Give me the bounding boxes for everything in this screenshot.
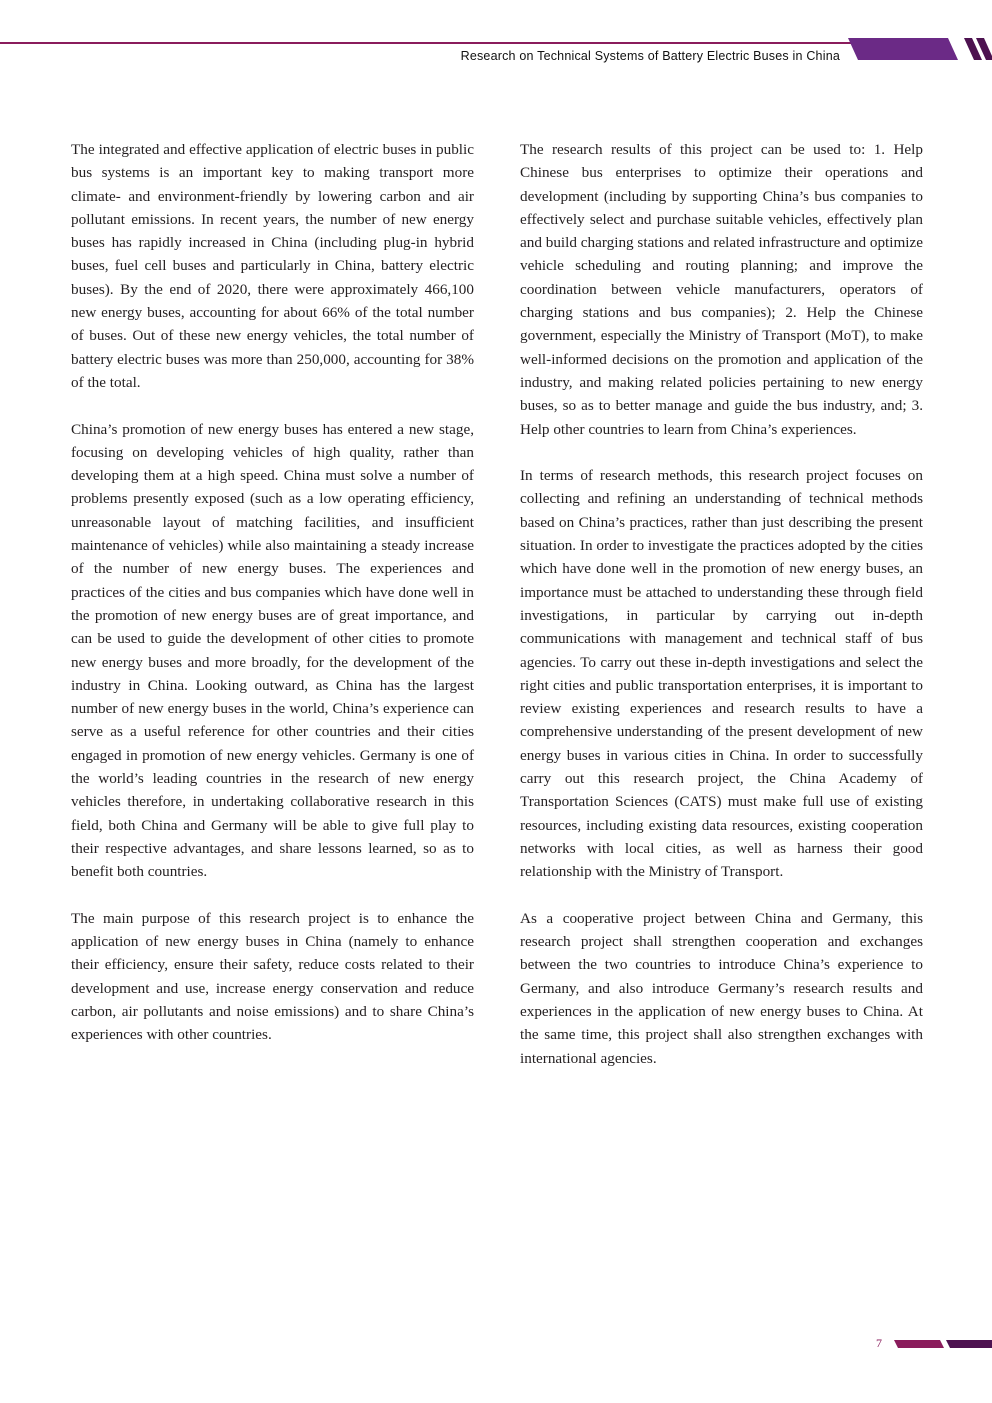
left-text-column [71, 138, 474, 1070]
left-paragraph-3: The main purpose of this research project is to enhance the application of new energy buses in China (namely to enhance their efficiency, ensure their safety, reduce costs related to their development and use, increase energy conservation and reduce carbon, air pollutants and noise emissions) and to share China’s experiences with other countries. [71, 909, 474, 1044]
header-stripes-decoration [840, 36, 992, 62]
header-stripe-long [848, 38, 958, 60]
left-paragraph-2: China’s promotion of new energy buses has entered a new stage, focusing on developing vehicles of high quality, rather than developing them at a high speed. China must solve a number of problems presently exposed (such as a low operating efficiency, unreasonable layout of matching facilities, and insufficient maintenance of vehicles) while also maintaining a steady increase of the number of new energy buses. The experiences and practices of the cities and bus companies which have done well in the promotion of new energy buses are of great importance, and can be used to guide the development of other cities to promote new energy buses and more broadly, for the development of the industry in China. Looking outward, as China has the largest number of new energy buses in the world, China’s experience can serve as a useful reference for other countries and their cities engaged in promotion of new energy vehicles. Germany is one of the world’s leading countries in the research of new energy vehicles therefore, in undertaking collaborative research in this field, both China and Germany will be able to give full play to their respective advantages, and share lessons learned, so as to benefit both countries. [71, 420, 474, 881]
footer-stripes-decoration [890, 1339, 992, 1349]
right-paragraph-1: The research results of this project can be used to: 1. Help Chinese bus enterprises to optimize their operations and development (including by supporting China’s bus companies to effectively select and purchase suitable vehicles, effectively plan and build charging stations and related infrastructure and optimize vehicle scheduling and routing planning; and improve the coordination between vehicle manufacturers, operators of charging stations and bus companies); 2. Help the Chinese government, especially the Ministry of Transport (MoT), to make well-informed decisions on the promotion and application of the industry, and making related policies pertaining to new energy buses, so as to better manage and guide the bus industry, and; 3. Help other countries to learn from China’s experiences. [520, 141, 923, 438]
right-paragraph-3: As a cooperative project between China and Germany, this research project shall strengthen cooperation and exchanges between the two countries to introduce China’s experience to Germany, and also introduce Germany’s research results and experiences in the application of new energy buses to China. At the same time, this project shall also strengthen exchanges with international agencies. [520, 909, 923, 1067]
page-number: 7 [876, 1336, 882, 1350]
header-rule [0, 42, 870, 44]
right-paragraph-2: In terms of research methods, this research project focuses on collecting and refining an understanding of technical methods based on China’s practices, rather than just describing the present situation. In order to investigate the practices adopted by the cities which have done well in the promotion of new energy buses, an importance must be attached to understanding these through field investigations, in particular by carrying out in-depth communications with management and technical staff of bus agencies. To carry out these in-depth investigations and select the right cities and public transportation enterprises, it is important to review existing experiences and research results to have a comprehensive understanding of the present development of new energy buses in various cities in China. In order to successfully carry out this research project, the China Academy of Transportation Sciences (CATS) must make full use of existing resources, including existing data resources, existing cooperation networks with local cities, as well as harness their good relationship with the Ministry of Transport. [520, 467, 923, 881]
left-paragraph-1: The integrated and effective application of electric buses in public bus systems is an important key to making transport more climate- and environment-friendly by lowering carbon and air pollutant emissions. In recent years, the number of new energy buses has rapidly increased in China (including plug-in hybrid buses, fuel cell buses and particularly in China, battery electric buses). By the end of 2020, there were approximately 466,100 new energy buses, accounting for about 66% of the total number of buses. Out of these new energy vehicles, the total number of battery electric buses was more than 250,000, accounting for 38% of the total. [71, 141, 474, 391]
footer-stripe-1 [894, 1340, 944, 1348]
footer-stripe-2 [946, 1340, 992, 1348]
right-text-column [520, 138, 923, 1093]
running-header-title: Research on Technical Systems of Battery Electric Buses in China [460, 49, 840, 63]
